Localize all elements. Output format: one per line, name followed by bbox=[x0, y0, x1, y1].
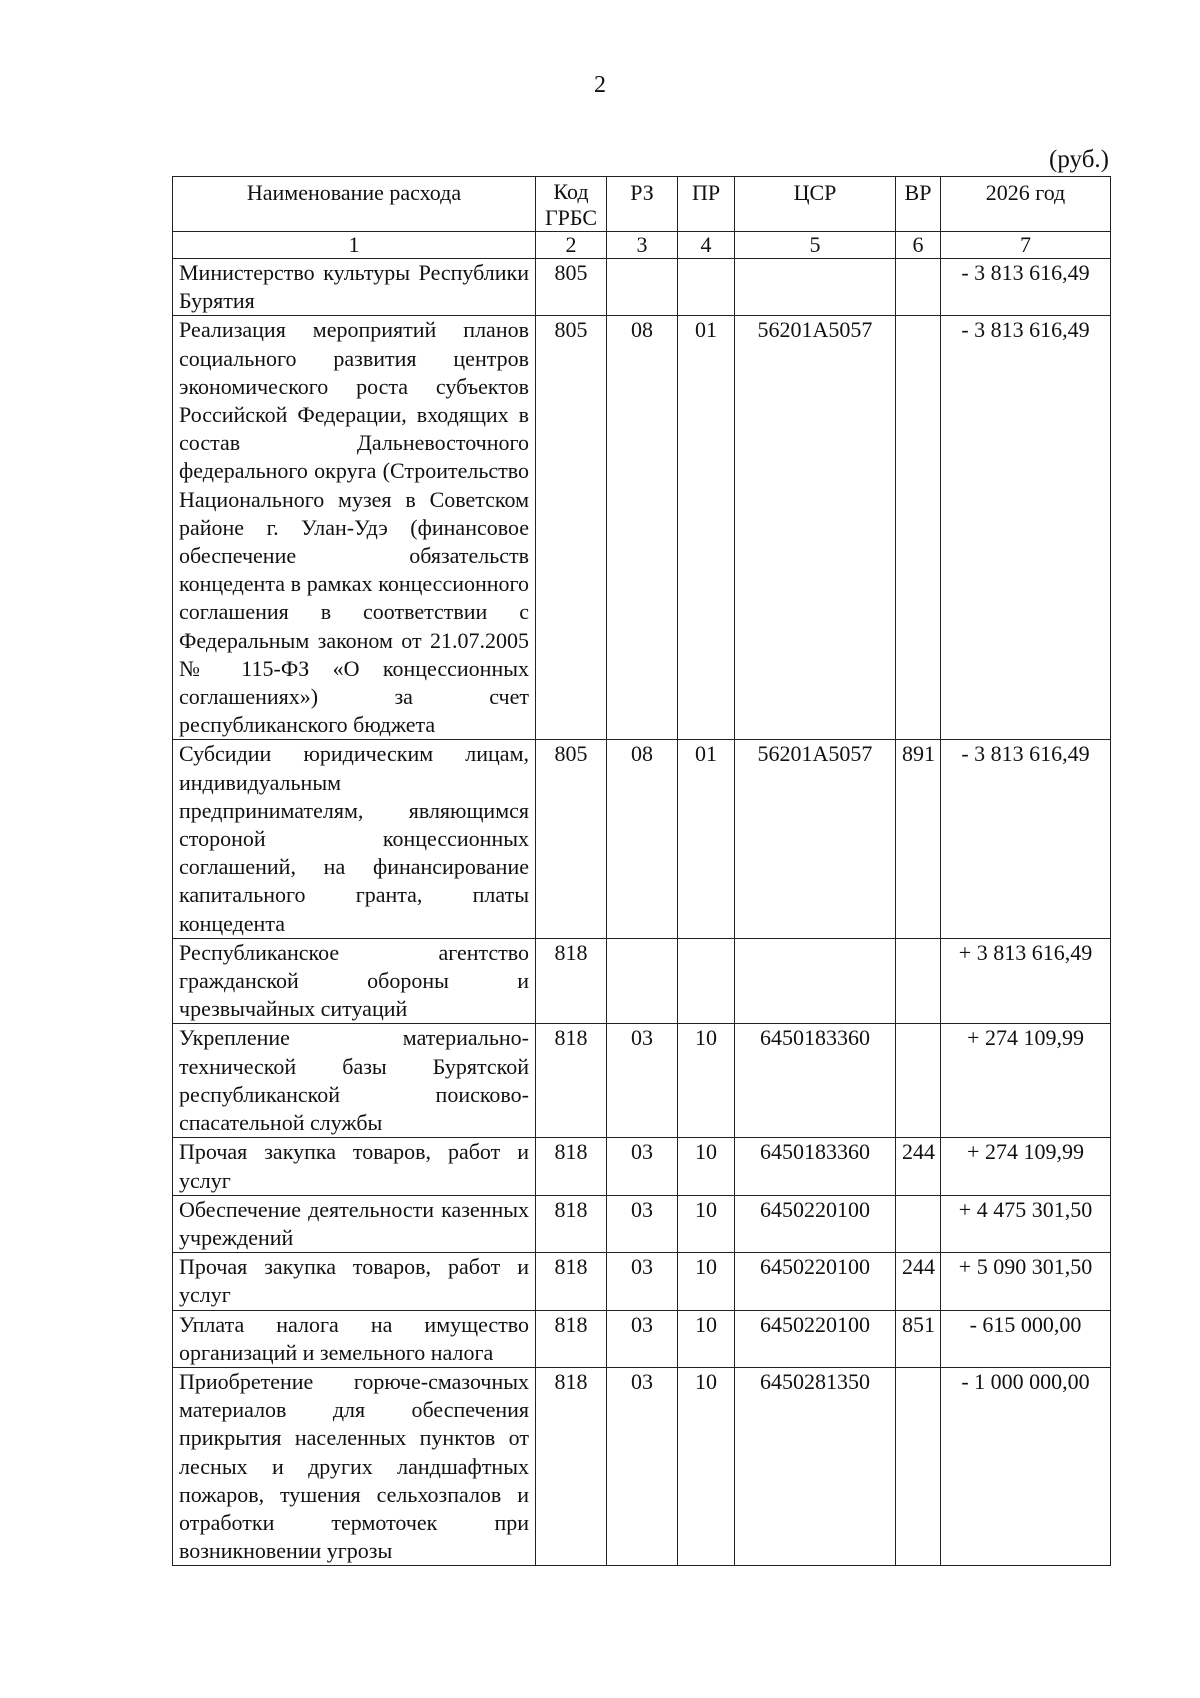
vr-cell bbox=[896, 259, 941, 316]
column-number-row bbox=[173, 232, 1111, 259]
grbs-cell: 818 bbox=[536, 1367, 607, 1565]
pr-cell bbox=[678, 938, 735, 1024]
pr-cell: 01 bbox=[678, 316, 735, 740]
amount-cell: - 615 000,00 bbox=[941, 1310, 1111, 1367]
expense-name-cell: Прочая закупка товаров, работ и услуг bbox=[173, 1138, 536, 1195]
column-number: 7 bbox=[941, 232, 1111, 259]
header-csr: ЦСР bbox=[735, 177, 896, 232]
header-expense-name: Наименование расхода bbox=[173, 177, 536, 232]
grbs-cell: 805 bbox=[536, 316, 607, 740]
header-rz: РЗ bbox=[607, 177, 678, 232]
csr-cell: 6450281350 bbox=[735, 1367, 896, 1565]
rz-cell: 03 bbox=[607, 1367, 678, 1565]
table-row bbox=[173, 1138, 1111, 1195]
csr-cell bbox=[735, 938, 896, 1024]
expense-name-cell: Республиканское агентство гражданской обороны и чрезвычайных ситуаций bbox=[173, 938, 536, 1024]
grbs-cell: 818 bbox=[536, 1138, 607, 1195]
column-number: 5 bbox=[735, 232, 896, 259]
rz-cell: 08 bbox=[607, 740, 678, 938]
vr-cell bbox=[896, 938, 941, 1024]
column-number: 3 bbox=[607, 232, 678, 259]
expense-name-cell: Реализация мероприятий планов социального развития центров экономического роста субъектов Российской Федерации, входящих в состав Дальневосточного федерального округа (Строительство Национального музея в Советском районе г. Улан-Удэ (финансовое обеспечение обязательств концедента в рамках концессионного соглашения в соответствии с Федеральным законом от 21.07.2005 № 115-ФЗ «О концессионных соглашениях») за счет республиканского бюджета bbox=[173, 316, 536, 740]
amount-cell: + 4 475 301,50 bbox=[941, 1195, 1111, 1252]
rz-cell: 03 bbox=[607, 1195, 678, 1252]
rz-cell: 03 bbox=[607, 1310, 678, 1367]
rz-cell bbox=[607, 938, 678, 1024]
rz-cell: 03 bbox=[607, 1024, 678, 1138]
amount-cell: - 1 000 000,00 bbox=[941, 1367, 1111, 1565]
budget-table bbox=[172, 176, 1111, 1566]
pr-cell: 10 bbox=[678, 1310, 735, 1367]
column-number: 1 bbox=[173, 232, 536, 259]
csr-cell: 6450220100 bbox=[735, 1310, 896, 1367]
csr-cell: 56201А5057 bbox=[735, 316, 896, 740]
expense-name-cell: Приобретение горюче-смазочных материалов для обеспечения прикрытия населенных пунктов от лесных и других ландшафтных пожаров, тушения сельхозпалов и отработки термоточек при возникновении угрозы bbox=[173, 1367, 536, 1565]
expense-name-cell: Министерство культуры Республики Бурятия bbox=[173, 259, 536, 316]
csr-cell: 6450183360 bbox=[735, 1024, 896, 1138]
header-grbs-code: Код ГРБС bbox=[536, 177, 607, 232]
grbs-cell: 818 bbox=[536, 938, 607, 1024]
grbs-cell: 818 bbox=[536, 1024, 607, 1138]
expense-name-cell: Уплата налога на имущество организаций и земельного налога bbox=[173, 1310, 536, 1367]
rz-cell: 03 bbox=[607, 1138, 678, 1195]
csr-cell: 6450220100 bbox=[735, 1253, 896, 1310]
amount-cell: + 3 813 616,49 bbox=[941, 938, 1111, 1024]
header-pr: ПР bbox=[678, 177, 735, 232]
grbs-cell: 818 bbox=[536, 1310, 607, 1367]
rz-cell: 08 bbox=[607, 316, 678, 740]
csr-cell: 56201А5057 bbox=[735, 740, 896, 938]
table-row bbox=[173, 1367, 1111, 1565]
table-row bbox=[173, 1195, 1111, 1252]
pr-cell: 10 bbox=[678, 1195, 735, 1252]
table-row bbox=[173, 316, 1111, 740]
header-vr: ВР bbox=[896, 177, 941, 232]
amount-cell: + 5 090 301,50 bbox=[941, 1253, 1111, 1310]
pr-cell bbox=[678, 259, 735, 316]
table-row bbox=[173, 938, 1111, 1024]
expense-name-cell: Прочая закупка товаров, работ и услуг bbox=[173, 1253, 536, 1310]
amount-cell: - 3 813 616,49 bbox=[941, 740, 1111, 938]
pr-cell: 10 bbox=[678, 1138, 735, 1195]
vr-cell bbox=[896, 316, 941, 740]
table-row bbox=[173, 1024, 1111, 1138]
column-number: 6 bbox=[896, 232, 941, 259]
vr-cell: 891 bbox=[896, 740, 941, 938]
vr-cell bbox=[896, 1367, 941, 1565]
amount-cell: + 274 109,99 bbox=[941, 1024, 1111, 1138]
grbs-cell: 818 bbox=[536, 1195, 607, 1252]
vr-cell: 851 bbox=[896, 1310, 941, 1367]
expense-name-cell: Обеспечение деятельности казенных учреждений bbox=[173, 1195, 536, 1252]
pr-cell: 10 bbox=[678, 1253, 735, 1310]
pr-cell: 01 bbox=[678, 740, 735, 938]
grbs-cell: 805 bbox=[536, 259, 607, 316]
page-number: 2 bbox=[594, 72, 606, 98]
vr-cell bbox=[896, 1195, 941, 1252]
column-number: 2 bbox=[536, 232, 607, 259]
rz-cell: 03 bbox=[607, 1253, 678, 1310]
table-row bbox=[173, 1310, 1111, 1367]
column-number: 4 bbox=[678, 232, 735, 259]
table-row bbox=[173, 1253, 1111, 1310]
pr-cell: 10 bbox=[678, 1024, 735, 1138]
grbs-cell: 818 bbox=[536, 1253, 607, 1310]
expense-name-cell: Субсидии юридическим лицам, индивидуальным предпринимателям, являющимся стороной концессионных соглашений, на финансирование капитального гранта, платы концедента bbox=[173, 740, 536, 938]
amount-cell: + 274 109,99 bbox=[941, 1138, 1111, 1195]
units-label: (руб.) bbox=[1049, 146, 1109, 173]
table-row bbox=[173, 740, 1111, 938]
table-header-row bbox=[173, 177, 1111, 232]
header-year: 2026 год bbox=[941, 177, 1111, 232]
amount-cell: - 3 813 616,49 bbox=[941, 259, 1111, 316]
vr-cell: 244 bbox=[896, 1138, 941, 1195]
csr-cell bbox=[735, 259, 896, 316]
csr-cell: 6450183360 bbox=[735, 1138, 896, 1195]
vr-cell: 244 bbox=[896, 1253, 941, 1310]
table-row bbox=[173, 259, 1111, 316]
expense-name-cell: Укрепление материально-технической базы Бурятской республиканской поисково-спасательной службы bbox=[173, 1024, 536, 1138]
csr-cell: 6450220100 bbox=[735, 1195, 896, 1252]
amount-cell: - 3 813 616,49 bbox=[941, 316, 1111, 740]
pr-cell: 10 bbox=[678, 1367, 735, 1565]
rz-cell bbox=[607, 259, 678, 316]
vr-cell bbox=[896, 1024, 941, 1138]
grbs-cell: 805 bbox=[536, 740, 607, 938]
